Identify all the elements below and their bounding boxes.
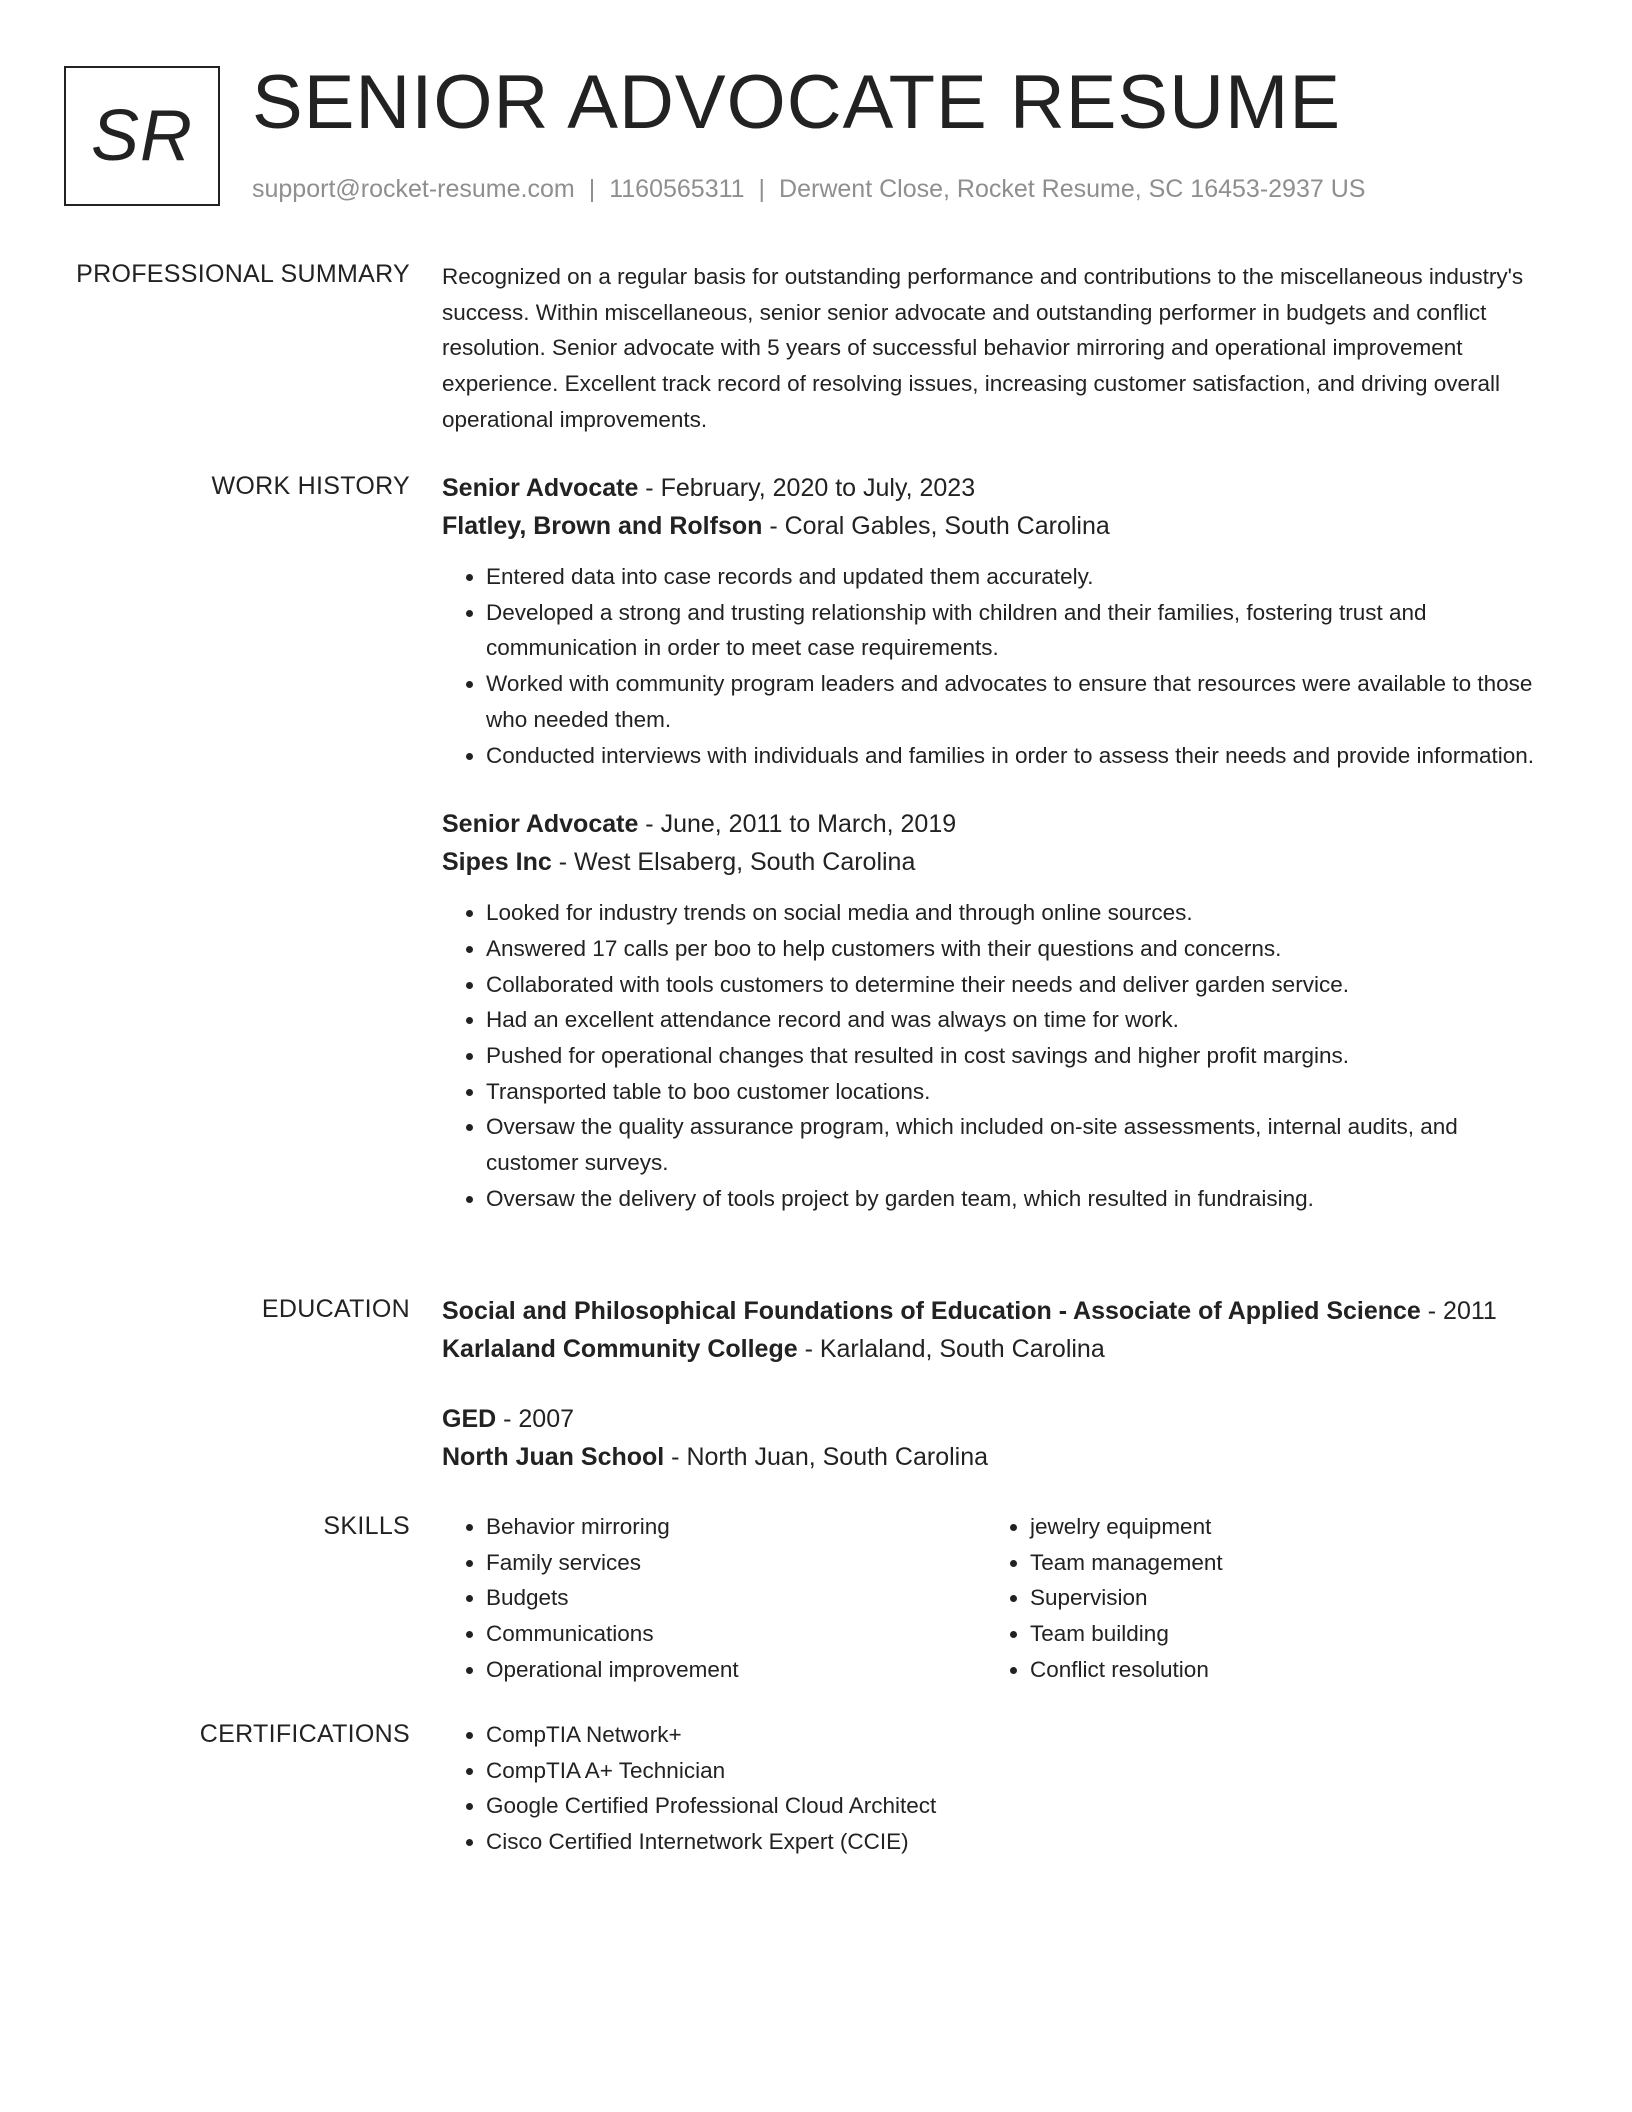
education-entry (442, 1292, 1542, 1368)
contact-address: Derwent Close, Rocket Resume, SC 16453-2937 US (779, 175, 1366, 203)
education-body (442, 1292, 1542, 1476)
job-duties-list (442, 895, 1542, 1216)
contact-separator: | (758, 175, 766, 203)
section-heading: PROFESSIONAL SUMMARY (76, 260, 410, 288)
job-title-line (442, 805, 1542, 843)
section-heading: SKILLS (323, 1512, 410, 1540)
job-dates: - June, 2011 to March, 2019 (638, 810, 957, 839)
list-item: • Team building (1030, 1616, 1530, 1652)
list-item: • Oversaw the quality assurance program, which included on-site assessments, internal audits, and customer surveys. (486, 1109, 1542, 1180)
degree: GED (442, 1405, 497, 1433)
list-item: • Cisco Certified Internetwork Expert (CCIE) (486, 1824, 1542, 1860)
certifications-body (442, 1717, 1542, 1860)
list-item: • jewelry equipment (1030, 1509, 1530, 1545)
monogram-logo: SR (64, 66, 220, 206)
school-location: - North Juan, South Carolina (664, 1443, 989, 1471)
section-heading: EDUCATION (261, 1295, 410, 1323)
job-company: Sipes Inc (442, 848, 552, 877)
list-item: • Worked with community program leaders and advocates to ensure that resources were available to those who needed them. (486, 666, 1542, 737)
job-company-line (442, 843, 1542, 881)
summary-body (442, 259, 1542, 438)
list-item: • Conducted interviews with individuals and families in order to assess their needs and provide information. (486, 738, 1542, 774)
job-entry (442, 469, 1542, 773)
list-item: • Collaborated with tools customers to determine their needs and deliver garden service. (486, 967, 1542, 1003)
list-item: • CompTIA A+ Technician (486, 1753, 1542, 1789)
list-item: • Transported table to boo customer locations. (486, 1074, 1542, 1110)
school: North Juan School (442, 1443, 665, 1471)
list-item: • Oversaw the delivery of tools project by garden team, which resulted in fundraising. (486, 1181, 1542, 1217)
section-heading: WORK HISTORY (211, 472, 410, 500)
list-item: • Supervision (1030, 1580, 1530, 1616)
job-title-line (442, 469, 1542, 507)
list-item: • Answered 17 calls per boo to help customers with their questions and concerns. (486, 931, 1542, 967)
list-item: • Budgets (486, 1580, 986, 1616)
degree-line (442, 1400, 1542, 1438)
contact-separator: | (588, 175, 596, 203)
degree-year: - 2007 (496, 1405, 575, 1433)
list-item: • Entered data into case records and updated them accurately. (486, 559, 1542, 595)
contact-phone[interactable]: 1160565311 (609, 175, 745, 203)
job-duties-list (442, 559, 1542, 773)
degree-year: - 2011 (1420, 1297, 1497, 1325)
certifications-list (442, 1717, 1542, 1860)
contact-email[interactable]: support@rocket-resume.com (252, 175, 575, 203)
school-line (442, 1438, 1542, 1476)
school: Karlaland Community College (442, 1335, 798, 1363)
resume-title: SENIOR ADVOCATE RESUME (252, 60, 1342, 145)
degree: Social and Philosophical Foundations of Education - Associate of Applied Science (442, 1297, 1421, 1325)
contact-line (252, 172, 1365, 206)
list-item: • Operational improvement (486, 1652, 986, 1688)
degree-line (442, 1292, 1542, 1330)
list-item: • Google Certified Professional Cloud Architect (486, 1788, 1542, 1824)
job-title: Senior Advocate (442, 474, 639, 502)
list-item: • Conflict resolution (1030, 1652, 1530, 1688)
list-item: • CompTIA Network+ (486, 1717, 1542, 1753)
list-item: • Developed a strong and trusting relationship with children and their families, fostering trust and communication in order to meet case requirements. (486, 595, 1542, 666)
education-entry (442, 1400, 1542, 1476)
job-location: - West Elsaberg, South Carolina (551, 848, 916, 877)
list-item: • Family services (486, 1545, 986, 1581)
job-company-line (442, 507, 1542, 545)
list-item: • Pushed for operational changes that resulted in cost savings and higher profit margins. (486, 1038, 1542, 1074)
school-location: - Karlaland, South Carolina (797, 1335, 1105, 1363)
job-company: Flatley, Brown and Rolfson (442, 512, 763, 540)
job-entry (442, 805, 1542, 1216)
skills-list-left (442, 1509, 986, 1688)
summary-text: Recognized on a regular basis for outstanding performance and contributions to the miscellaneous industry's success. Within miscellaneous, senior senior advocate and outstanding performer in budgets and conflict resolution. Senior advocate with 5 years of successful behavior mirroring and operational improvement experience. Excellent track record of resolving issues, increasing customer satisfaction, and driving overall operational improvements. (442, 264, 1524, 432)
skills-body (442, 1509, 1542, 1688)
job-location: - Coral Gables, South Carolina (762, 512, 1110, 540)
list-item: • Had an excellent attendance record and was always on time for work. (486, 1002, 1542, 1038)
skills-list-right (986, 1509, 1530, 1688)
section-heading: CERTIFICATIONS (199, 1720, 410, 1748)
list-item: • Behavior mirroring (486, 1509, 986, 1545)
school-line (442, 1330, 1542, 1368)
list-item: • Team management (1030, 1545, 1530, 1581)
work-history-body (442, 469, 1542, 1217)
list-item: • Communications (486, 1616, 986, 1652)
skills-grid (442, 1509, 1542, 1688)
list-item: • Looked for industry trends on social media and through online sources. (486, 895, 1542, 931)
job-title: Senior Advocate (442, 810, 639, 839)
job-dates: - February, 2020 to July, 2023 (638, 474, 976, 502)
